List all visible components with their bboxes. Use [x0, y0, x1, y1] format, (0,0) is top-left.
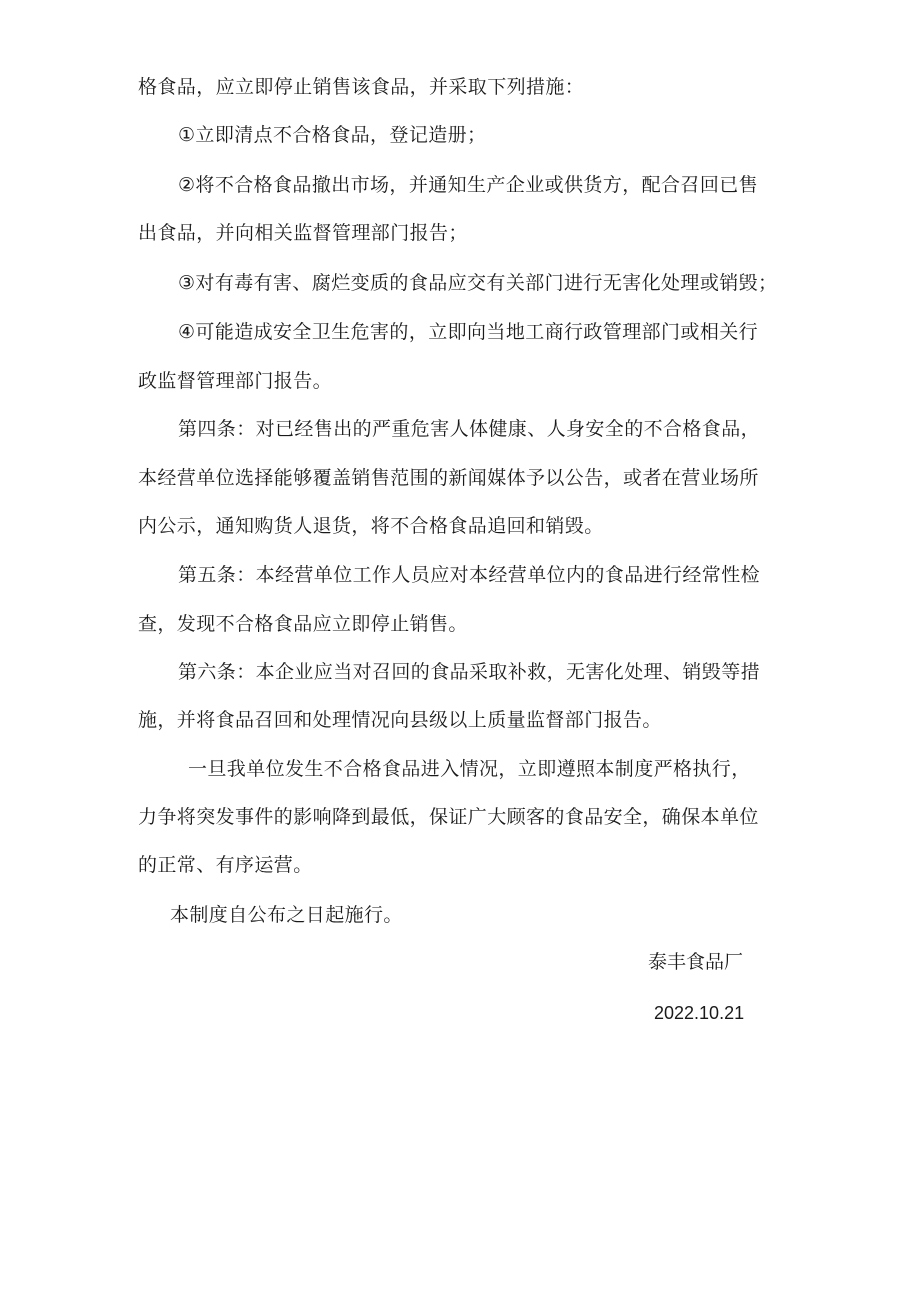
text-line: 力争将突发事件的影响降到最低，保证广大顾客的食品安全，确保本单位 [138, 806, 759, 828]
text-line: 政监督管理部门报告。 [138, 370, 333, 392]
measure-item-3: ③对有毒有害、腐烂变质的食品应交有关部门进行无害化处理或销毁； [178, 272, 778, 294]
text-line: 施，并将食品召回和处理情况向县级以上质量监督部门报告。 [138, 709, 662, 731]
text-line: 格食品，应立即停止销售该食品，并采取下列措施： [138, 76, 585, 98]
article-5: 第五条：本经营单位工作人员应对本经营单位内的食品进行经常性检 [178, 564, 761, 586]
document-date: 2022.10.21 [654, 1003, 745, 1023]
measure-item-2: ②将不合格食品撤出市场，并通知生产企业或供货方，配合召回已售 [178, 174, 759, 196]
text-line: 查，发现不合格食品应立即停止销售。 [138, 613, 468, 635]
article-6: 第六条：本企业应当对召回的食品采取补救，无害化处理、销毁等措 [178, 661, 761, 683]
text-line: 出食品，并向相关监督管理部门报告； [138, 222, 468, 244]
text-line: 本经营单位选择能够覆盖销售范围的新闻媒体予以公告，或者在营业场所 [138, 467, 759, 489]
measure-item-4: ④可能造成安全卫生危害的，立即向当地工商行政管理部门或相关行 [178, 321, 759, 343]
signature: 泰丰食品厂 [648, 951, 744, 973]
text-line: 内公示，通知购货人退货，将不合格食品追回和销毁。 [138, 515, 604, 537]
effective-statement: 本制度自公布之日起施行。 [170, 904, 403, 926]
article-4: 第四条：对已经售出的严重危害人体健康、人身安全的不合格食品， [178, 418, 761, 440]
measure-item-1: ①立即清点不合格食品，登记造册； [178, 124, 487, 146]
text-line: 的正常、有序运营。 [138, 854, 313, 876]
closing-paragraph: 一旦我单位发生不合格食品进入情况，立即遵照本制度严格执行， [188, 758, 751, 780]
